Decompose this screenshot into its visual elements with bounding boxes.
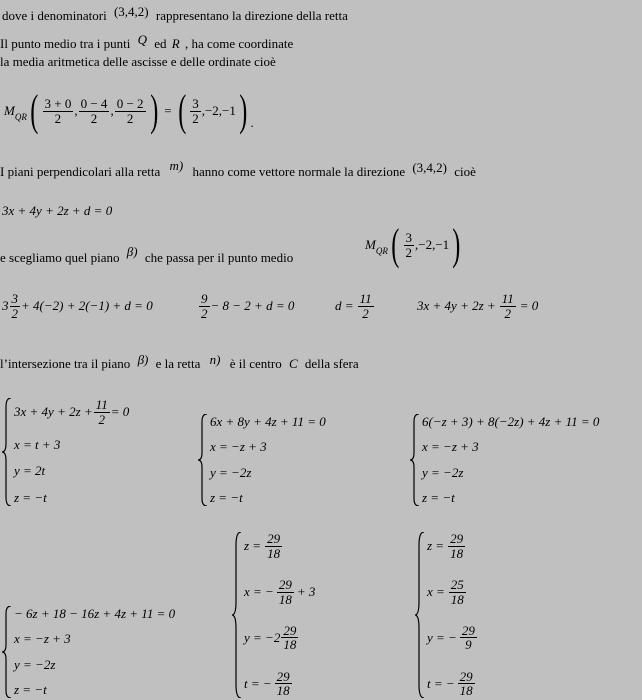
plane-equation: 3x + 4y + 2z + d = 0 xyxy=(2,203,113,218)
system-row: − 6z + 18 − 16z + 4z + 11 = 0 xyxy=(14,606,176,621)
result-rest: ,−2,−1 xyxy=(201,103,236,118)
text-line-5 xyxy=(0,158,476,180)
numerator: 0 − 4 xyxy=(80,95,108,111)
system-rows xyxy=(425,532,478,698)
denominator: 18 xyxy=(459,683,473,699)
m-subscript: QR xyxy=(14,112,27,122)
system-row: x = −z + 3 xyxy=(210,439,267,455)
denominator: 18 xyxy=(276,683,290,699)
system-row xyxy=(244,624,315,652)
brace-icon xyxy=(2,606,12,698)
numerator: 29 xyxy=(267,531,281,546)
denominator: 9 xyxy=(465,637,472,653)
denominator: 2 xyxy=(126,110,134,126)
expression: + 4(−2) + 2(−1) + d = 0 xyxy=(21,298,153,314)
left-paren: ( xyxy=(391,220,400,269)
text-line-7 xyxy=(0,244,294,266)
left-paren: ( xyxy=(177,86,186,135)
system-row xyxy=(427,532,478,560)
fraction xyxy=(275,670,292,698)
system-row: y = −2z xyxy=(422,464,464,480)
fraction-2 xyxy=(79,97,110,125)
expression: z = xyxy=(244,538,262,554)
system-row: z = −t xyxy=(14,489,47,505)
system-row xyxy=(244,532,315,560)
fraction xyxy=(281,624,298,652)
expression: y = − xyxy=(427,629,457,645)
numerator: 11 xyxy=(501,291,514,306)
system-3 xyxy=(410,414,599,506)
text-fragment: Il punto medio tra i punti xyxy=(0,36,131,51)
right-paren: ) xyxy=(452,220,461,269)
system-row xyxy=(244,670,315,698)
fraction xyxy=(460,624,477,652)
numerator: 29 xyxy=(283,622,297,638)
point-q: Q xyxy=(137,32,147,47)
text-fragment: ed xyxy=(154,36,167,51)
system-row xyxy=(427,670,478,698)
system-row: z = −t xyxy=(210,489,243,505)
text-fragment: rappresentano la direzione della retta xyxy=(155,8,348,23)
denominator: 2 xyxy=(192,110,199,126)
direction-vector: (3,4,2) xyxy=(113,4,149,19)
numerator: 9 xyxy=(201,291,208,306)
denominator: 18 xyxy=(278,591,292,607)
numerator: 3 + 0 xyxy=(44,95,72,111)
system-rows xyxy=(12,398,129,506)
m-subscript: QR xyxy=(375,246,388,256)
system-row: y = −2z xyxy=(14,656,56,672)
text-fragment: dove i denominatori xyxy=(2,8,107,23)
expression: t = − xyxy=(244,675,272,691)
denominator: 2 xyxy=(504,305,511,321)
system-rows xyxy=(208,414,326,506)
system-rows xyxy=(242,532,315,698)
denominator: 18 xyxy=(283,637,297,653)
text-line-2 xyxy=(0,32,294,52)
point-r: R xyxy=(171,36,180,51)
equation-substitution xyxy=(2,292,153,320)
brace-icon xyxy=(2,398,12,506)
plane-beta-label: β) xyxy=(137,352,149,367)
numerator: 3 xyxy=(192,95,199,111)
numerator: 11 xyxy=(95,397,108,412)
system-row: y = −2z xyxy=(210,464,252,480)
midpoint-formula-2 xyxy=(365,220,464,269)
fraction xyxy=(448,532,465,560)
result-rest: ,−2,−1 xyxy=(415,237,450,252)
denominator: 2 xyxy=(98,411,105,427)
fraction-3 xyxy=(115,97,146,125)
fraction xyxy=(277,578,294,606)
text-fragment: hanno come vettore normale la direzione xyxy=(192,164,406,179)
coefficient: 3 xyxy=(2,298,9,314)
system-row: z = −t xyxy=(14,681,47,697)
denominator: 2 xyxy=(90,110,98,126)
fraction xyxy=(94,398,110,426)
fraction-1 xyxy=(43,97,74,125)
normal-vector: (3,4,2) xyxy=(412,160,448,175)
brace-icon xyxy=(198,414,208,506)
line-n-label: n) xyxy=(209,352,221,367)
system-row: 6(−z + 3) + 8(−2z) + 4z + 11 = 0 xyxy=(422,414,600,429)
text-fragment: della sfera xyxy=(304,356,359,371)
result-fraction xyxy=(404,231,415,259)
denominator: 18 xyxy=(267,545,281,561)
left-paren: ( xyxy=(30,86,39,135)
fraction xyxy=(358,292,374,320)
text-line-1 xyxy=(2,4,348,24)
denominator: 2 xyxy=(405,244,412,260)
numerator: 11 xyxy=(359,291,372,306)
midpoint-formula: M QR ( $\frac{3 + 0}{2}$ , $\frac{0 - 4}{2}$ , $\frac{0 - 2}{2}$ ) = ( $\frac{3}{2}$ ,−2,−1 ) . xyxy=(4,86,254,135)
brace-icon xyxy=(410,414,420,506)
period: . xyxy=(250,115,254,130)
fraction xyxy=(10,292,21,320)
numerator: 29 xyxy=(450,531,464,546)
brace-icon xyxy=(415,532,425,698)
text-fragment: è il centro xyxy=(229,356,282,371)
denominator: 18 xyxy=(450,545,464,561)
line-m-label: m) xyxy=(169,158,184,173)
expression: 3x + 4y + 2z + xyxy=(14,404,93,420)
expression: y = −2 xyxy=(244,629,281,645)
system-5 xyxy=(232,532,315,698)
expression: z = xyxy=(427,538,445,554)
expression: = 0 xyxy=(110,404,130,420)
numerator: 3 xyxy=(11,291,18,306)
text-fragment: e la retta xyxy=(155,356,201,371)
right-paren: ) xyxy=(239,86,248,135)
equals-sign: = xyxy=(164,103,172,118)
expression: x = − xyxy=(244,584,274,600)
expression: d = xyxy=(335,298,354,314)
system-row: x = −z + 3 xyxy=(422,439,479,455)
denominator: 2 xyxy=(362,305,369,321)
system-1 xyxy=(2,398,129,506)
system-row xyxy=(14,398,129,426)
system-row: x = t + 3 xyxy=(14,436,61,452)
text-line-9 xyxy=(0,352,359,372)
m-symbol: M xyxy=(365,237,376,252)
text-fragment: cioè xyxy=(454,164,476,179)
numerator: 29 xyxy=(278,576,292,592)
denominator: 2 xyxy=(54,110,62,126)
brace-icon xyxy=(232,532,242,698)
expression: + 3 xyxy=(296,584,316,600)
result-fraction xyxy=(190,97,201,125)
system-row: z = −t xyxy=(422,489,455,505)
system-row: y = 2t xyxy=(14,463,46,479)
system-6 xyxy=(415,532,478,698)
system-4 xyxy=(2,606,175,698)
system-row xyxy=(427,578,478,606)
system-row xyxy=(427,624,478,652)
expression: = 0 xyxy=(519,298,539,314)
system-rows xyxy=(12,606,175,698)
equation-simplified xyxy=(198,292,294,320)
plane-beta-label: β) xyxy=(126,244,138,259)
m-symbol: M xyxy=(4,103,15,118)
numerator: 29 xyxy=(276,668,290,684)
center-c: C xyxy=(288,356,298,371)
fraction xyxy=(199,292,210,320)
fraction xyxy=(500,292,516,320)
denominator: 2 xyxy=(11,305,18,321)
numerator: 25 xyxy=(450,576,464,592)
right-paren: ) xyxy=(149,86,158,135)
expression: t = − xyxy=(427,675,455,691)
text-fragment: e scegliamo quel piano xyxy=(0,250,120,265)
expression: 3x + 4y + 2z + xyxy=(417,298,496,314)
system-row xyxy=(244,578,315,606)
fraction xyxy=(449,578,466,606)
expression: − 8 − 2 + d = 0 xyxy=(210,298,295,314)
numerator: 3 xyxy=(405,229,412,245)
text-fragment: , ha come coordinate xyxy=(184,36,294,51)
denominator: 2 xyxy=(201,305,208,321)
numerator: 0 − 2 xyxy=(116,95,144,111)
system-2 xyxy=(198,414,326,506)
system-row: 6x + 8y + 4z + 11 = 0 xyxy=(210,414,326,429)
text-fragment: che passa per il punto medio xyxy=(144,250,294,265)
text-fragment: l’intersezione tra il piano xyxy=(0,356,131,371)
text-fragment: I piani perpendicolari alla retta xyxy=(0,164,161,179)
text-line-3: la media aritmetica delle ascisse e delle ordinate cioè xyxy=(0,54,276,69)
fraction xyxy=(458,670,475,698)
fraction xyxy=(265,532,282,560)
equation-d-value xyxy=(335,292,375,320)
system-row: x = −z + 3 xyxy=(14,631,71,647)
expression: x = xyxy=(427,584,445,600)
denominator: 18 xyxy=(450,591,464,607)
system-rows xyxy=(420,414,599,506)
numerator: 29 xyxy=(461,622,475,638)
equation-plane-beta xyxy=(417,292,538,320)
numerator: 29 xyxy=(459,668,473,684)
